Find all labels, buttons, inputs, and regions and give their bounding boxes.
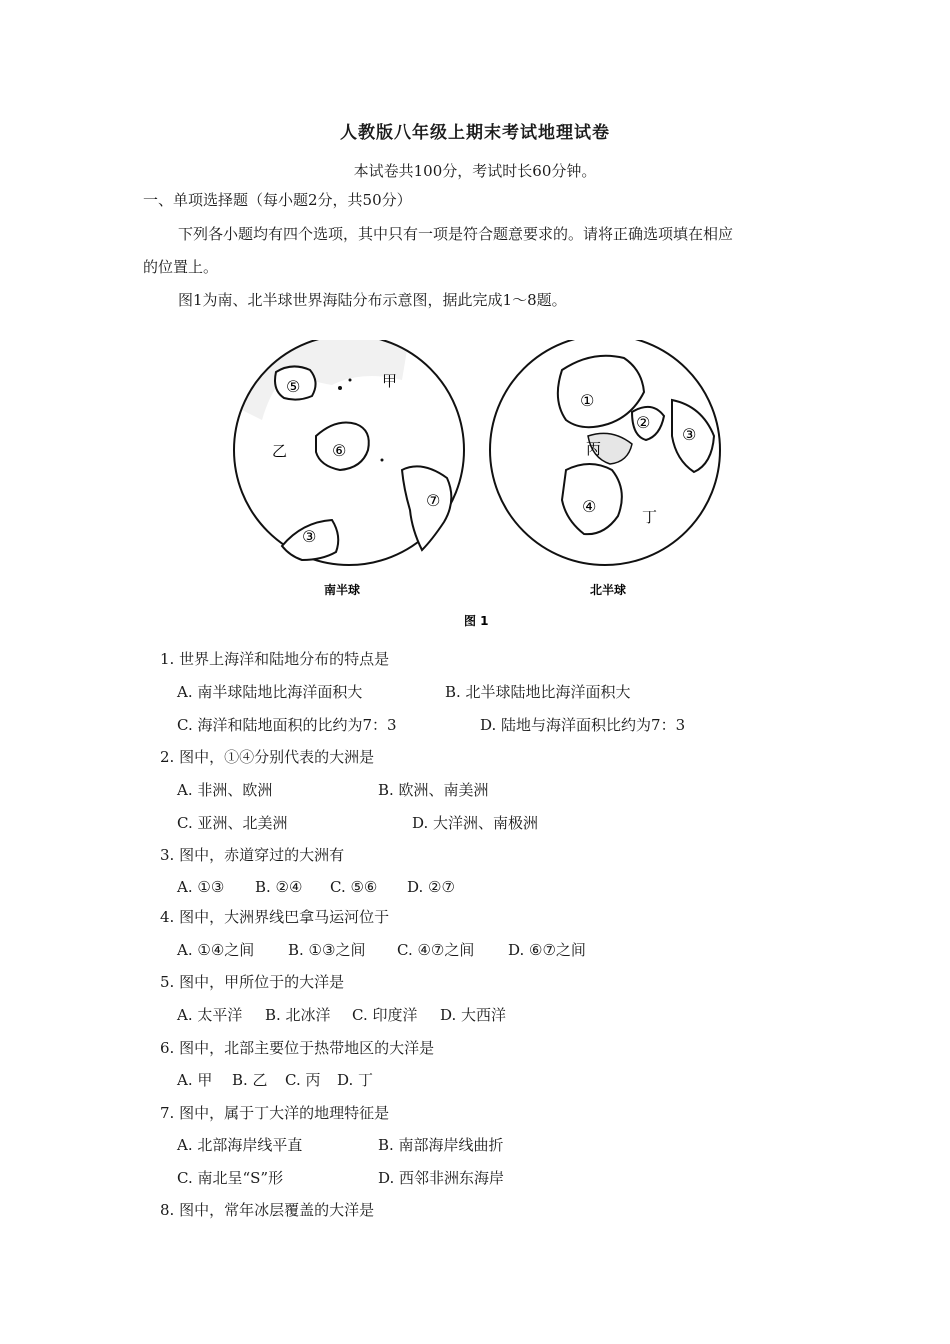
question-3-option-d: D. ②⑦ bbox=[407, 878, 455, 896]
exam-info: 本试卷共100分，考试时长60分钟。 bbox=[353, 162, 597, 180]
label-2: ② bbox=[636, 413, 651, 432]
question-2-option-d: D. 大洋洲、南极洲 bbox=[412, 814, 539, 832]
question-8-stem: 8. 图中，常年冰层覆盖的大洋是 bbox=[160, 1201, 375, 1219]
question-1-option-b: B. 北半球陆地比海洋面积大 bbox=[445, 683, 631, 701]
question-3-option-c: C. ⑤⑥ bbox=[330, 878, 378, 896]
question-4-option-d: D. ⑥⑦之间 bbox=[508, 941, 586, 959]
label-3-north: ③ bbox=[682, 425, 697, 444]
question-3-option-b: B. ②④ bbox=[255, 878, 303, 896]
question-5-option-b: B. 北冰洋 bbox=[265, 1006, 331, 1024]
question-4-option-c: C. ④⑦之间 bbox=[397, 941, 475, 959]
north-caption: 北半球 bbox=[590, 583, 627, 597]
question-6-option-d: D. 丁 bbox=[337, 1071, 374, 1089]
label-5-south: ⑤ bbox=[286, 377, 301, 396]
label-1: ① bbox=[580, 391, 595, 410]
southern-hemisphere-map bbox=[234, 340, 464, 565]
question-4-option-b: B. ①③之间 bbox=[288, 941, 366, 959]
question-7-stem: 7. 图中，属于丁大洋的地理特征是 bbox=[160, 1104, 390, 1122]
question-2-stem: 2. 图中，①④分别代表的大洲是 bbox=[160, 748, 375, 766]
question-6-option-c: C. 丙 bbox=[285, 1071, 321, 1089]
question-7-option-d: D. 西邻非洲东海岸 bbox=[378, 1169, 505, 1187]
instructions-line-2: 的位置上。 bbox=[143, 258, 219, 276]
instructions-line-1: 下列各小题均有四个选项，其中只有一项是符合题意要求的。请将正确选项填在相应 bbox=[178, 225, 734, 243]
label-4: ④ bbox=[582, 497, 597, 516]
page-title: 人教版八年级上期末考试地理试卷 bbox=[340, 123, 610, 143]
section-heading: 一、单项选择题（每小题2分，共50分） bbox=[143, 191, 412, 209]
northern-hemisphere-map bbox=[490, 340, 720, 565]
label-bing: 丙 bbox=[586, 440, 602, 458]
question-7-option-c: C. 南北呈“S”形 bbox=[177, 1169, 284, 1187]
question-7-option-b: B. 南部海岸线曲折 bbox=[378, 1136, 504, 1154]
question-1-stem: 1. 世界上海洋和陆地分布的特点是 bbox=[160, 650, 390, 668]
figure-intro: 图1为南、北半球世界海陆分布示意图，据此完成1～8题。 bbox=[178, 291, 567, 309]
figure-label: 图 1 bbox=[464, 614, 489, 628]
question-5-option-a: A. 太平洋 bbox=[177, 1006, 243, 1024]
label-6: ⑥ bbox=[332, 441, 347, 460]
question-4-option-a: A. ①④之间 bbox=[177, 941, 255, 959]
south-caption: 南半球 bbox=[324, 583, 361, 597]
label-yi: 乙 bbox=[272, 442, 288, 460]
question-6-option-b: B. 乙 bbox=[232, 1071, 268, 1089]
question-6-option-a: A. 甲 bbox=[177, 1071, 213, 1089]
question-5-option-c: C. 印度洋 bbox=[352, 1006, 418, 1024]
question-6-stem: 6. 图中，北部主要位于热带地区的大洋是 bbox=[160, 1039, 435, 1057]
question-2-option-b: B. 欧洲、南美洲 bbox=[378, 781, 489, 799]
label-3-south: ③ bbox=[302, 527, 317, 546]
label-jia: 甲 bbox=[382, 372, 398, 390]
question-1-option-c: C. 海洋和陆地面积的比约为7：3 bbox=[177, 716, 397, 734]
question-7-option-a: A. 北部海岸线平直 bbox=[177, 1136, 303, 1154]
question-1-option-d: D. 陆地与海洋面积比约为7：3 bbox=[480, 716, 686, 734]
question-5-option-d: D. 大西洋 bbox=[440, 1006, 507, 1024]
question-3-option-a: A. ①③ bbox=[177, 878, 225, 896]
label-7: ⑦ bbox=[426, 491, 441, 510]
question-3-stem: 3. 图中，赤道穿过的大洲有 bbox=[160, 846, 345, 864]
question-4-stem: 4. 图中，大洲界线巴拿马运河位于 bbox=[160, 908, 390, 926]
figure-1 bbox=[232, 340, 722, 630]
question-1-option-a: A. 南半球陆地比海洋面积大 bbox=[177, 683, 363, 701]
question-2-option-c: C. 亚洲、北美洲 bbox=[177, 814, 288, 832]
label-ding: 丁 bbox=[642, 508, 658, 526]
question-2-option-a: A. 非洲、欧洲 bbox=[177, 781, 273, 799]
question-5-stem: 5. 图中，甲所位于的大洋是 bbox=[160, 973, 345, 991]
